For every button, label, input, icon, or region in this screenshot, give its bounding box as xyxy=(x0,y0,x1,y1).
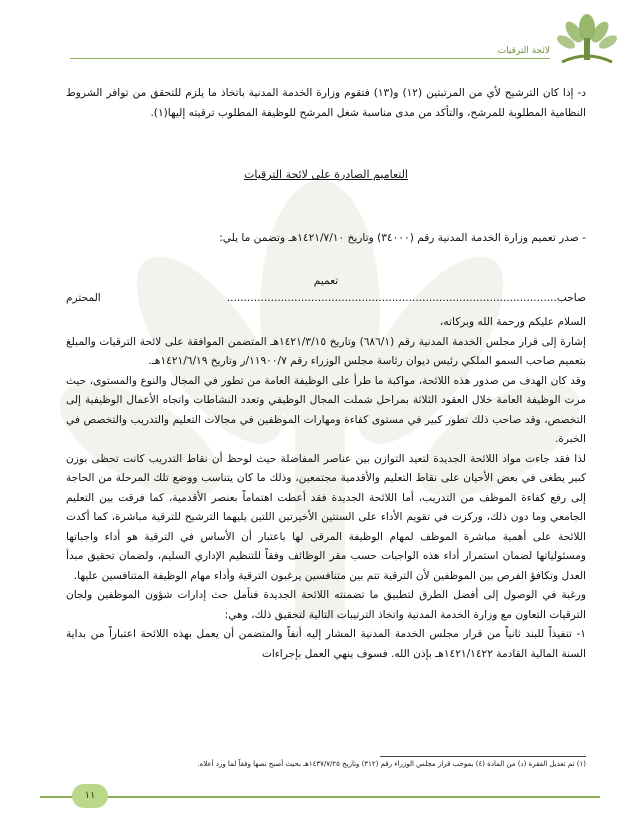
reference-paragraph: إشارة إلى قرار مجلس الخدمة المدنية رقم (٦٨٦/١) وتاريخ ١٤٢١/٣/١٥هـ المتضمن الموافقة على لائحة الترقيات والمبلغ بتعميم صاحب السمو الملكي رئيس ديوان رئاسة مجلس الوزراء رقم ١١٩٠٠/٧/ر وتاريخ ١٤٢١/٦/١٩هـ. xyxy=(66,335,586,367)
emblem-logo-icon xyxy=(552,8,622,68)
page-number: ١١ xyxy=(72,784,108,808)
balance-paragraph: لذا فقد جاءت مواد اللائحة الجديدة لتعيد التوازن بين عناصر المفاضلة حيث لوحظ أن نقاط التدريب كانت تحظى بوزن كبير يطغى في بعض الأحيان على نقاط التعليم والأقدمية مجتمعين، وذلك ما كان يتناسب ووضع تلك المرحلة من الحاجة إلى رفع كفاءة الموظف من التدريب، أما اللائحة الجديدة فقد أعطت اهتماماً بعنصر الأقدمية، كما فرقت بين التعليم الجامعي وما دون ذلك، وركزت في تقويم الأداء على السنتين الأخيرتين اللتين يليهما الترشيح للترقية مباشرة، كما أكدت اللائحة على أهمية مباشرة الموظف لمهام الوظيفة المرقى لها باعتبار أن الأساس في الترقية هو أداء واجباتها ومسئولياتها لضمان استمرار أداء هذه الواجبات حسب مقر الوظائف وفقاً للتنظيم الإداري السليم، ولضمان تحقيق مبدأ العدل وتكافؤ الفرص بين الموظفين لأن الترقية تتم بين متنافسين يرغبون الترقية وأداء مهام الوظيفة المتنافسين عليها. xyxy=(66,452,586,582)
header-title: لائحة الترقيات xyxy=(497,46,550,56)
circular-title: تعميم xyxy=(313,275,339,287)
addressee-left: صاحب.................................................................................................. xyxy=(226,292,586,304)
greeting-paragraph: السلام عليكم ورحمة الله وبركاته، xyxy=(439,316,586,328)
paragraph-d: د- إذا كان الترشيح لأي من المرتبتين (١٢) و(١٣) فتقوم وزارة الخدمة المدنية باتخاذ ما يلزم للتحقق من توافر الشروط النظامية المطلوبة للمرشح، والتأكد من مدى مناسبة شغل المرشح للوظيفة المطلوب ترقيته إليها(١). xyxy=(66,87,587,119)
footnote: (١) تم تعديل الفقرة (د) من المادة (٤) بموجب قرار مجلس الوزراء رقم (٣١٢) وتاريخ ١٤٣٧/٧/٢٥هـ بحيث أصبح نصها وفقاً لما ورد أعلاه. xyxy=(197,760,586,768)
circular-intro: - صدر تعميم وزارة الخدمة المدنية رقم (٣٤٠٠٠) وتاريخ ١٤٢١/٧/١٠هـ وتضمن ما يلي: xyxy=(219,232,586,244)
section-heading: التعاميم الصادرة على لائحة الترقيات xyxy=(244,168,408,181)
footnote-divider xyxy=(380,756,586,757)
request-paragraph: ورغبة في الوصول إلى أفضل الطرق لتطبيق ما تضمنته اللائحة الجديدة فنأمل حث إدارات شؤون الموظفين ولجان الترقيات التعاون مع وزارة الخدمة المدنية واتخاذ الترتيبات التالية لتحقيق ذلك، وهي: xyxy=(66,589,586,621)
footer-divider xyxy=(40,796,600,798)
purpose-paragraph: وقد كان الهدف من صدور هذه اللائحة، مواكبة ما طرأ على الوظيفة العامة من تطور في المجال والنوع والمستوى، حيث مرت الوظيفة العامة خلال العقود الثلاثة بمراحل شملت المجال الوظيفي وتعدد النشاطات واتجاه الأعمال الوظيفية إلى التخصص، وقد صاحب ذلك تطور كبير في مستوى كفاءة ومهارات الموظفين في مجالات التعليم والتدريب والتخصص في الخبرة. xyxy=(66,374,586,445)
circular-body xyxy=(66,313,586,664)
addressee-right: المحترم xyxy=(66,292,101,304)
header-divider xyxy=(70,58,550,59)
item-one-paragraph: ١- تنفيذاً للبند ثانياً من قرار مجلس الخدمة المدنية المشار إليه أنفاً والمتضمن أن يعمل بهذه اللائحة اعتباراً من بداية السنة المالية القادمة ١٤٢١/١٤٢٢هـ بإذن الله. فسوف ينهي العمل بإجراءات xyxy=(66,628,586,660)
addressee-line xyxy=(66,292,586,304)
